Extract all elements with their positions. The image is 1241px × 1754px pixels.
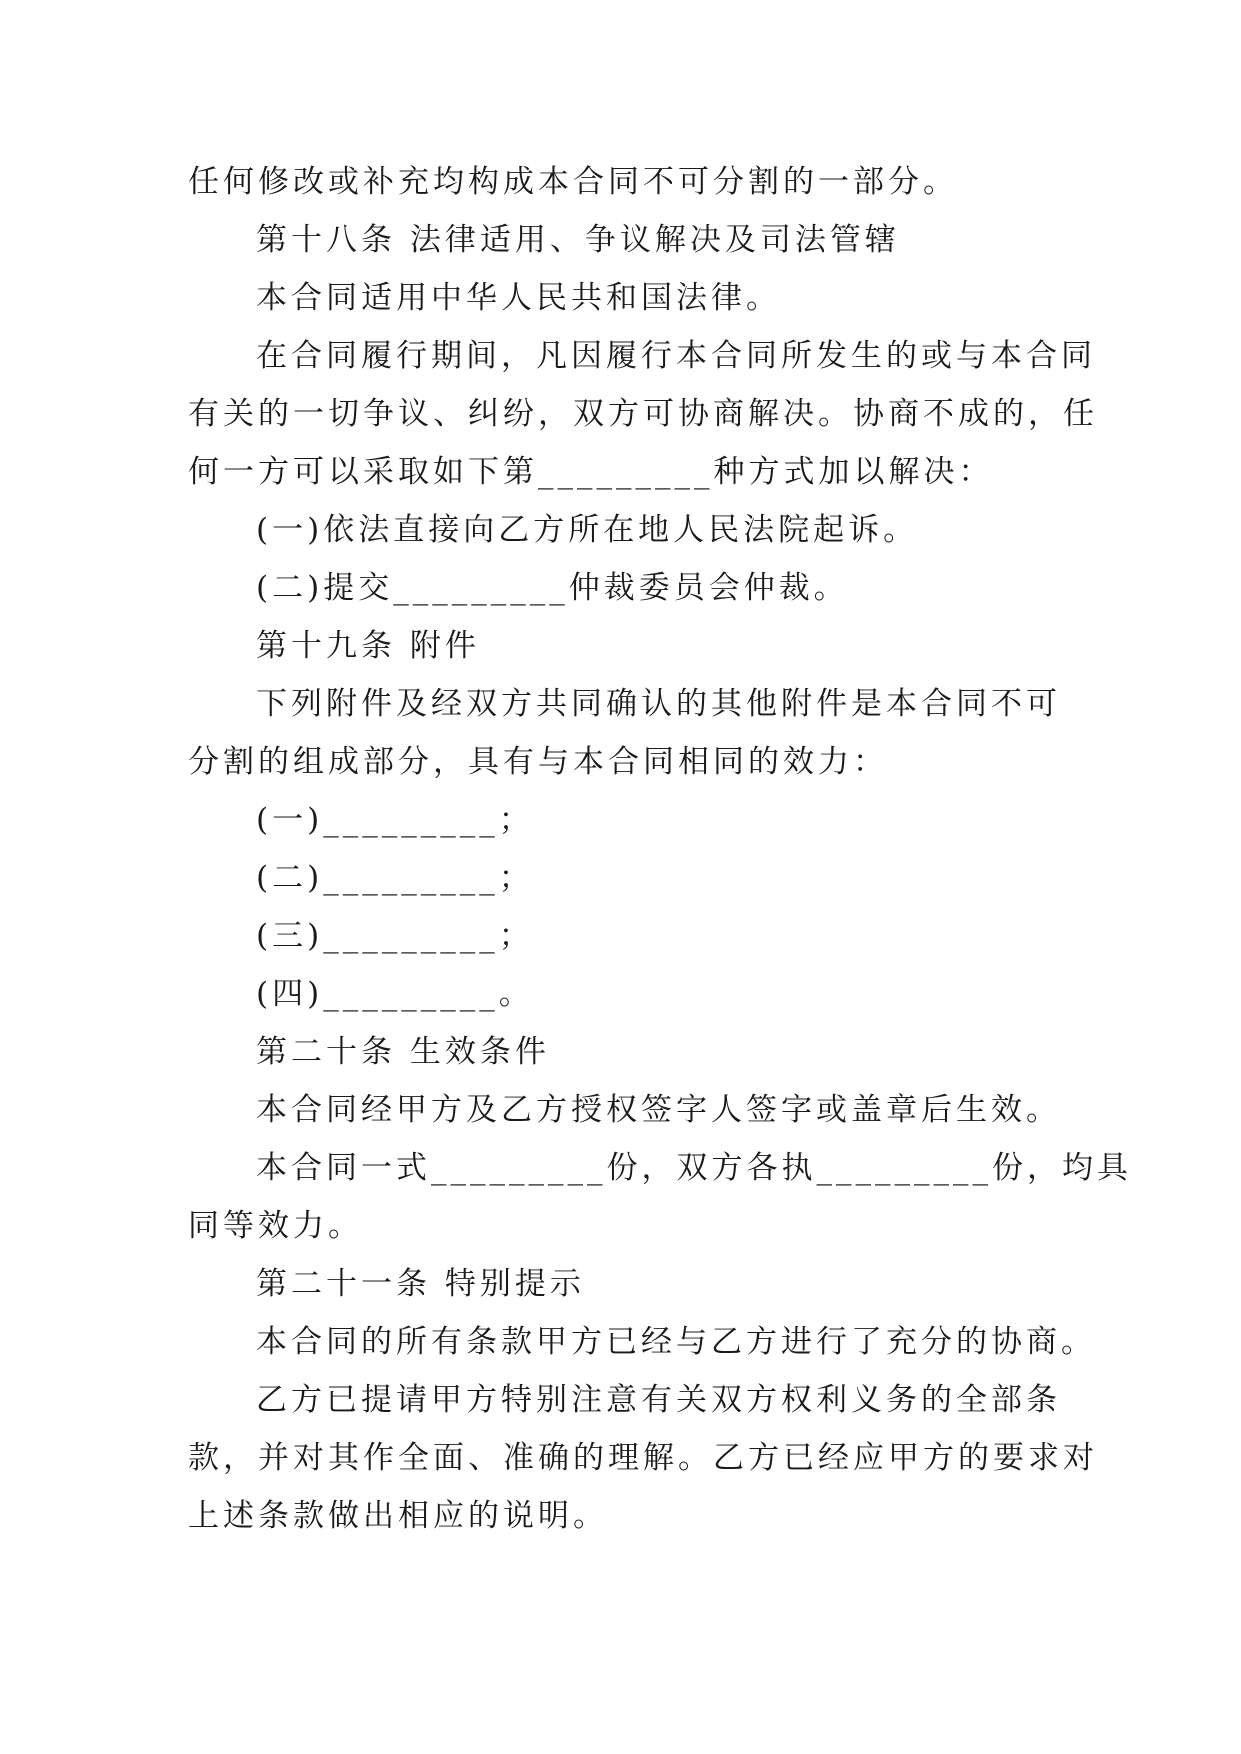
paragraph-line: 何一方可以采取如下第_________种方式加以解决：	[188, 454, 994, 490]
list-item: (一)_________；	[256, 802, 534, 838]
paragraph-line: 本合同适用中华人民共和国法律。	[256, 280, 781, 316]
section-heading-article-20: 第二十条 生效条件	[256, 1034, 550, 1070]
paragraph-line: 本合同的所有条款甲方已经与乙方进行了充分的协商。	[256, 1324, 1096, 1360]
paragraph-line: 乙方已提请甲方特别注意有关双方权利义务的全部条	[256, 1382, 1061, 1418]
section-heading-article-21: 第二十一条 特别提示	[256, 1266, 585, 1302]
paragraph-line: 下列附件及经双方共同确认的其他附件是本合同不可	[256, 686, 1061, 722]
paragraph-line: 同等效力。	[188, 1208, 363, 1244]
paragraph-line: 在合同履行期间，凡因履行本合同所发生的或与本合同	[256, 338, 1096, 374]
paragraph-line: 分割的组成部分，具有与本合同相同的效力：	[188, 744, 888, 780]
section-heading-article-18: 第十八条 法律适用、争议解决及司法管辖	[256, 222, 900, 258]
paragraph-line: 上述条款做出相应的说明。	[188, 1498, 608, 1534]
list-item: (一)依法直接向乙方所在地人民法院起诉。	[256, 512, 919, 548]
list-item: (三)_________；	[256, 918, 534, 954]
list-item: (二)提交_________仲裁委员会仲裁。	[256, 570, 849, 606]
paragraph-line: 本合同经甲方及乙方授权签字人签字或盖章后生效。	[256, 1092, 1061, 1128]
list-item: (二)_________；	[256, 860, 534, 896]
list-item: (四)_________。	[256, 976, 534, 1012]
section-heading-article-19: 第十九条 附件	[256, 628, 480, 664]
paragraph-line: 款，并对其作全面、准确的理解。乙方已经应甲方的要求对	[188, 1440, 1098, 1476]
paragraph-line: 本合同一式_________份，双方各执_________份，均具	[256, 1150, 1132, 1186]
paragraph-line: 有关的一切争议、纠纷，双方可协商解决。协商不成的，任	[188, 396, 1098, 432]
paragraph-line: 任何修改或补充均构成本合同不可分割的一部分。	[188, 164, 958, 200]
